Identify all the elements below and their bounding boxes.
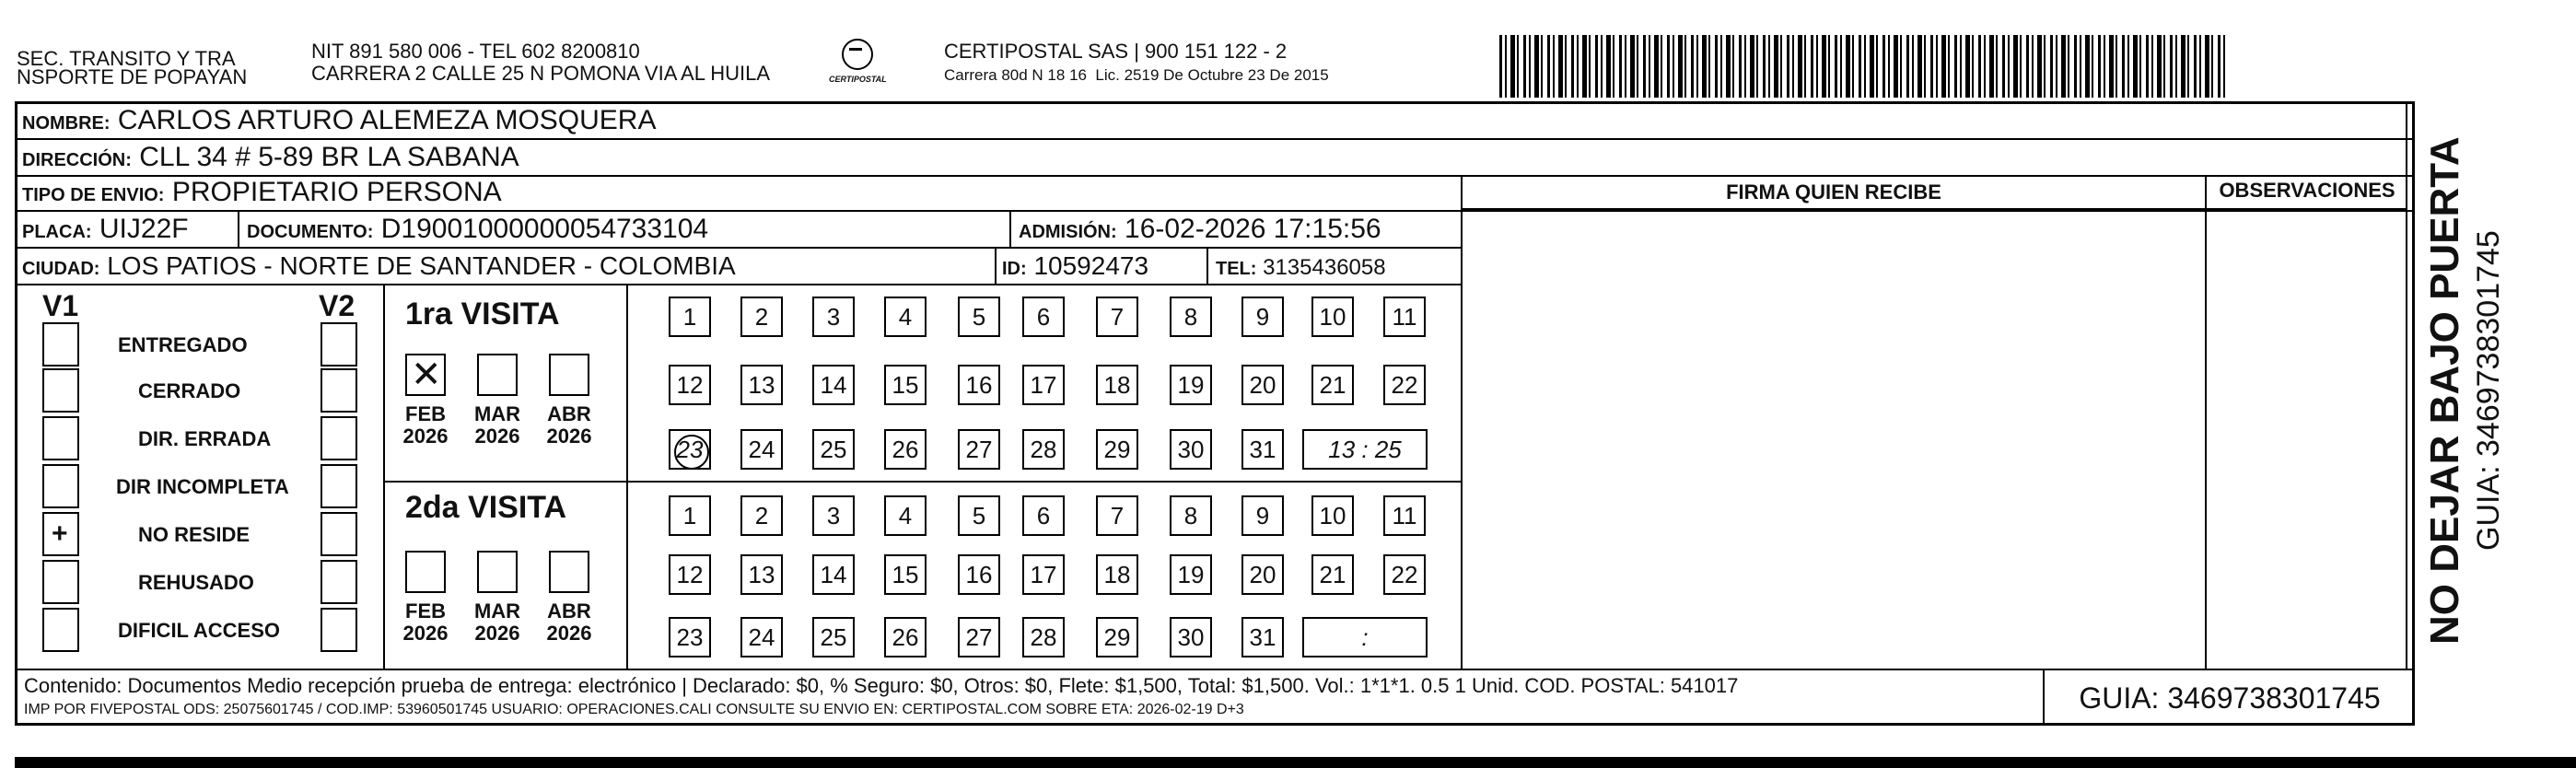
divider xyxy=(1461,175,1463,669)
second-day-16[interactable]: 16 xyxy=(958,554,1000,595)
logo-text: CERTIPOSTAL xyxy=(829,75,887,84)
v2-checkbox-1[interactable] xyxy=(321,368,357,413)
first-day-13[interactable]: 13 xyxy=(740,365,783,405)
v2-checkbox-5[interactable] xyxy=(321,560,357,604)
status-label-6: DIFICIL ACCESO xyxy=(118,619,281,642)
placa-value: UIJ22F xyxy=(99,214,189,244)
placa-label: PLACA: xyxy=(22,222,92,242)
nombre-row xyxy=(22,105,656,139)
barcode xyxy=(1499,35,2227,98)
ciudad-value: LOS PATIOS - NORTE DE SANTANDER - COLOMBIA xyxy=(107,251,736,280)
first-visit-label: 1ra VISITA xyxy=(405,297,560,332)
first-month-checkbox-feb[interactable]: ✕ xyxy=(405,354,446,396)
second-month-label xyxy=(394,600,457,645)
second-day-6[interactable]: 6 xyxy=(1022,495,1065,536)
sender-line-1: SEC. TRANSITO Y TRA xyxy=(17,47,236,70)
divider xyxy=(2406,101,2407,669)
v1-checkbox-4[interactable]: + xyxy=(42,512,79,556)
first-day-1[interactable]: 1 xyxy=(669,297,711,337)
footer-guia: GUIA: 3469738301745 xyxy=(2079,681,2381,715)
tel-label: TEL: xyxy=(1216,259,1257,279)
second-day-10[interactable]: 10 xyxy=(1311,495,1354,536)
sender-line-2: NSPORTE DE POPAYAN xyxy=(17,65,248,88)
second-day-4[interactable]: 4 xyxy=(884,495,927,536)
status-label-1: CERRADO xyxy=(138,379,241,402)
first-day-6[interactable]: 6 xyxy=(1022,297,1065,337)
v1-checkbox-0[interactable] xyxy=(42,322,79,367)
status-label-2: DIR. ERRADA xyxy=(138,427,272,450)
divider xyxy=(1206,247,1208,284)
first-day-26[interactable]: 26 xyxy=(884,429,927,470)
first-month-checkbox-abr[interactable] xyxy=(549,354,589,396)
id-label: ID: xyxy=(1002,259,1027,279)
bottom-edge xyxy=(15,757,2576,768)
v1-checkbox-5[interactable] xyxy=(42,560,79,604)
second-month-checkbox-feb[interactable] xyxy=(405,551,446,593)
divider xyxy=(238,210,239,247)
first-day-29[interactable]: 29 xyxy=(1096,429,1138,470)
divider xyxy=(626,284,628,669)
first-day-11[interactable]: 11 xyxy=(1383,297,1426,337)
first-day-28[interactable]: 28 xyxy=(1022,429,1065,470)
month-name: FEB xyxy=(405,599,446,623)
first-time-box[interactable]: 13 : 25 xyxy=(1302,429,1428,470)
first-day-9[interactable]: 9 xyxy=(1241,297,1284,337)
second-day-30[interactable]: 30 xyxy=(1170,617,1212,657)
v2-label: V2 xyxy=(319,289,356,322)
divider xyxy=(995,247,997,284)
first-month-label xyxy=(466,403,529,448)
divider xyxy=(2205,175,2207,669)
first-day-3[interactable]: 3 xyxy=(812,297,855,337)
observaciones-header: OBSERVACIONES xyxy=(2219,179,2395,202)
second-day-23[interactable]: 23 xyxy=(669,617,711,657)
documento-label: DOCUMENTO: xyxy=(247,222,374,242)
direccion-label: DIRECCIÓN: xyxy=(22,150,132,170)
documento-value: D19001000000054733104 xyxy=(380,214,709,244)
company-sub: Carrera 80d N 18 16 Lic. 2519 De Octubre 23 De 2015 xyxy=(944,66,1329,84)
company-line: CERTIPOSTAL SAS | 900 151 122 - 2 xyxy=(944,40,1288,63)
second-day-18[interactable]: 18 xyxy=(1096,554,1138,595)
first-day-10[interactable]: 10 xyxy=(1311,297,1354,337)
v1-checkbox-1[interactable] xyxy=(42,368,79,413)
v2-checkbox-6[interactable] xyxy=(321,608,357,652)
second-month-label xyxy=(538,600,600,645)
tel-value: 3135436058 xyxy=(1263,255,1386,280)
tipo-label: TIPO DE ENVIO: xyxy=(22,185,165,205)
direccion-value: CLL 34 # 5-89 BR LA SABANA xyxy=(139,142,519,172)
second-day-15[interactable]: 15 xyxy=(884,554,927,595)
firma-header: FIRMA QUIEN RECIBE xyxy=(1726,180,1941,204)
divider xyxy=(1009,210,1011,247)
side-guia: GUIA: 3469738301745 xyxy=(2471,230,2506,551)
ciudad-cell xyxy=(22,250,736,285)
divider xyxy=(2043,669,2045,726)
month-name: FEB xyxy=(405,402,446,425)
first-day-4[interactable]: 4 xyxy=(884,297,927,337)
tipo-row xyxy=(22,177,502,211)
first-day-12[interactable]: 12 xyxy=(669,365,711,405)
second-day-11[interactable]: 11 xyxy=(1383,495,1426,536)
nit-line: NIT 891 580 006 - TEL 602 8200810 xyxy=(311,40,640,63)
second-day-27[interactable]: 27 xyxy=(958,617,1000,657)
first-day-5[interactable]: 5 xyxy=(958,297,1000,337)
v1-checkbox-6[interactable] xyxy=(42,608,79,652)
second-day-3[interactable]: 3 xyxy=(812,495,855,536)
second-day-28[interactable]: 28 xyxy=(1022,617,1065,657)
first-day-30[interactable]: 30 xyxy=(1170,429,1212,470)
id-cell xyxy=(1002,250,1148,285)
first-day-23[interactable]: 23 xyxy=(669,429,711,470)
second-day-17[interactable]: 17 xyxy=(1022,554,1065,595)
second-day-19[interactable]: 19 xyxy=(1170,554,1212,595)
second-day-2[interactable]: 2 xyxy=(740,495,783,536)
v2-checkbox-0[interactable] xyxy=(321,322,357,367)
first-day-20[interactable]: 20 xyxy=(1241,365,1284,405)
first-day-25[interactable]: 25 xyxy=(812,429,855,470)
second-day-20[interactable]: 20 xyxy=(1241,554,1284,595)
first-day-22[interactable]: 22 xyxy=(1383,365,1426,405)
second-day-31[interactable]: 31 xyxy=(1241,617,1284,657)
second-visit-label: 2da VISITA xyxy=(405,490,567,525)
month-year: 2026 xyxy=(402,622,449,645)
divider xyxy=(383,481,1461,483)
second-month-checkbox-mar[interactable] xyxy=(477,551,518,593)
ciudad-label: CIUDAD: xyxy=(22,259,100,279)
month-year: 2026 xyxy=(474,622,520,645)
admision-cell xyxy=(1019,214,1381,248)
v1-checkbox-3[interactable] xyxy=(42,464,79,508)
month-year: 2026 xyxy=(474,425,520,448)
first-day-2[interactable]: 2 xyxy=(740,297,783,337)
second-day-1[interactable]: 1 xyxy=(669,495,711,536)
month-name: MAR xyxy=(473,402,521,425)
divider xyxy=(15,669,2415,670)
second-day-22[interactable]: 22 xyxy=(1383,554,1426,595)
id-value: 10592473 xyxy=(1033,251,1149,280)
month-year: 2026 xyxy=(402,425,449,448)
tipo-value: PROPIETARIO PERSONA xyxy=(171,177,502,207)
second-day-13[interactable]: 13 xyxy=(740,554,783,595)
first-day-18[interactable]: 18 xyxy=(1096,365,1138,405)
second-day-7[interactable]: 7 xyxy=(1096,495,1138,536)
first-day-27[interactable]: 27 xyxy=(958,429,1000,470)
second-day-25[interactable]: 25 xyxy=(812,617,855,657)
v1-label: V1 xyxy=(42,289,79,322)
nombre-value: CARLOS ARTURO ALEMEZA MOSQUERA xyxy=(117,105,657,135)
second-day-14[interactable]: 14 xyxy=(812,554,855,595)
v2-checkbox-4[interactable] xyxy=(321,512,357,556)
first-day-8[interactable]: 8 xyxy=(1170,297,1212,337)
certipostal-logo xyxy=(829,37,887,92)
admision-label: ADMISIÓN: xyxy=(1019,222,1117,242)
first-month-label xyxy=(394,403,457,448)
footer-contenido: Contenido: Documentos Medio recepción prueba de entrega: electrónico | Declarado: $0, % Seguro: $0, Otros: $0, Flete: $1,500, Total: $1,500. Vol.: 1*1*1. 0.5 1 Unid. COD. POSTAL: 541017 xyxy=(24,674,1739,697)
first-day-24[interactable]: 24 xyxy=(740,429,783,470)
second-day-29[interactable]: 29 xyxy=(1096,617,1138,657)
second-day-24[interactable]: 24 xyxy=(740,617,783,657)
second-month-checkbox-abr[interactable] xyxy=(549,551,589,593)
direccion-row xyxy=(22,142,519,176)
status-label-0: ENTREGADO xyxy=(118,333,248,356)
first-day-19[interactable]: 19 xyxy=(1170,365,1212,405)
first-day-16[interactable]: 16 xyxy=(958,365,1000,405)
footer-imp: IMP POR FIVEPOSTAL ODS: 25075601745 / COD.IMP: 53960501745 USUARIO: OPERACIONES.CALI CONSULTE SU ENVIO EN: CERTIPOSTAL.COM SOBRE ETA: 2026-02-19 D+3 xyxy=(24,702,1244,717)
first-month-label xyxy=(538,403,600,448)
v2-checkbox-2[interactable] xyxy=(321,416,357,460)
month-year: 2026 xyxy=(546,425,592,448)
admision-value: 16-02-2026 17:15:56 xyxy=(1125,214,1381,244)
month-name: MAR xyxy=(473,599,521,623)
status-label-4: NO RESIDE xyxy=(138,523,251,546)
side-warning: NO DEJAR BAJO PUERTA xyxy=(2422,136,2467,645)
divider xyxy=(383,284,385,669)
tel-cell xyxy=(1216,252,1386,285)
second-day-9[interactable]: 9 xyxy=(1241,495,1284,536)
second-day-12[interactable]: 12 xyxy=(669,554,711,595)
second-day-8[interactable]: 8 xyxy=(1170,495,1212,536)
first-day-14[interactable]: 14 xyxy=(812,365,855,405)
second-month-label xyxy=(466,600,529,645)
first-day-7[interactable]: 7 xyxy=(1096,297,1138,337)
v1-checkbox-2[interactable] xyxy=(42,416,79,460)
second-day-5[interactable]: 5 xyxy=(958,495,1000,536)
first-day-15[interactable]: 15 xyxy=(884,365,927,405)
divider xyxy=(1461,208,2407,210)
month-name: ABR xyxy=(547,402,591,425)
second-day-21[interactable]: 21 xyxy=(1311,554,1354,595)
v2-checkbox-3[interactable] xyxy=(321,464,357,508)
placa-cell xyxy=(22,214,189,248)
first-day-21[interactable]: 21 xyxy=(1311,365,1354,405)
first-month-checkbox-mar[interactable] xyxy=(477,354,518,396)
documento-cell xyxy=(247,214,708,248)
status-label-3: DIR INCOMPLETA xyxy=(116,475,289,498)
second-day-26[interactable]: 26 xyxy=(884,617,927,657)
address-line: CARRERA 2 CALLE 25 N POMONA VIA AL HUILA xyxy=(311,62,771,85)
second-time-box[interactable]: : xyxy=(1302,617,1428,657)
nombre-label: NOMBRE: xyxy=(22,113,111,134)
first-day-31[interactable]: 31 xyxy=(1241,429,1284,470)
month-name: ABR xyxy=(547,599,591,623)
status-label-5: REHUSADO xyxy=(138,571,254,594)
month-year: 2026 xyxy=(546,622,592,645)
first-day-17[interactable]: 17 xyxy=(1022,365,1065,405)
